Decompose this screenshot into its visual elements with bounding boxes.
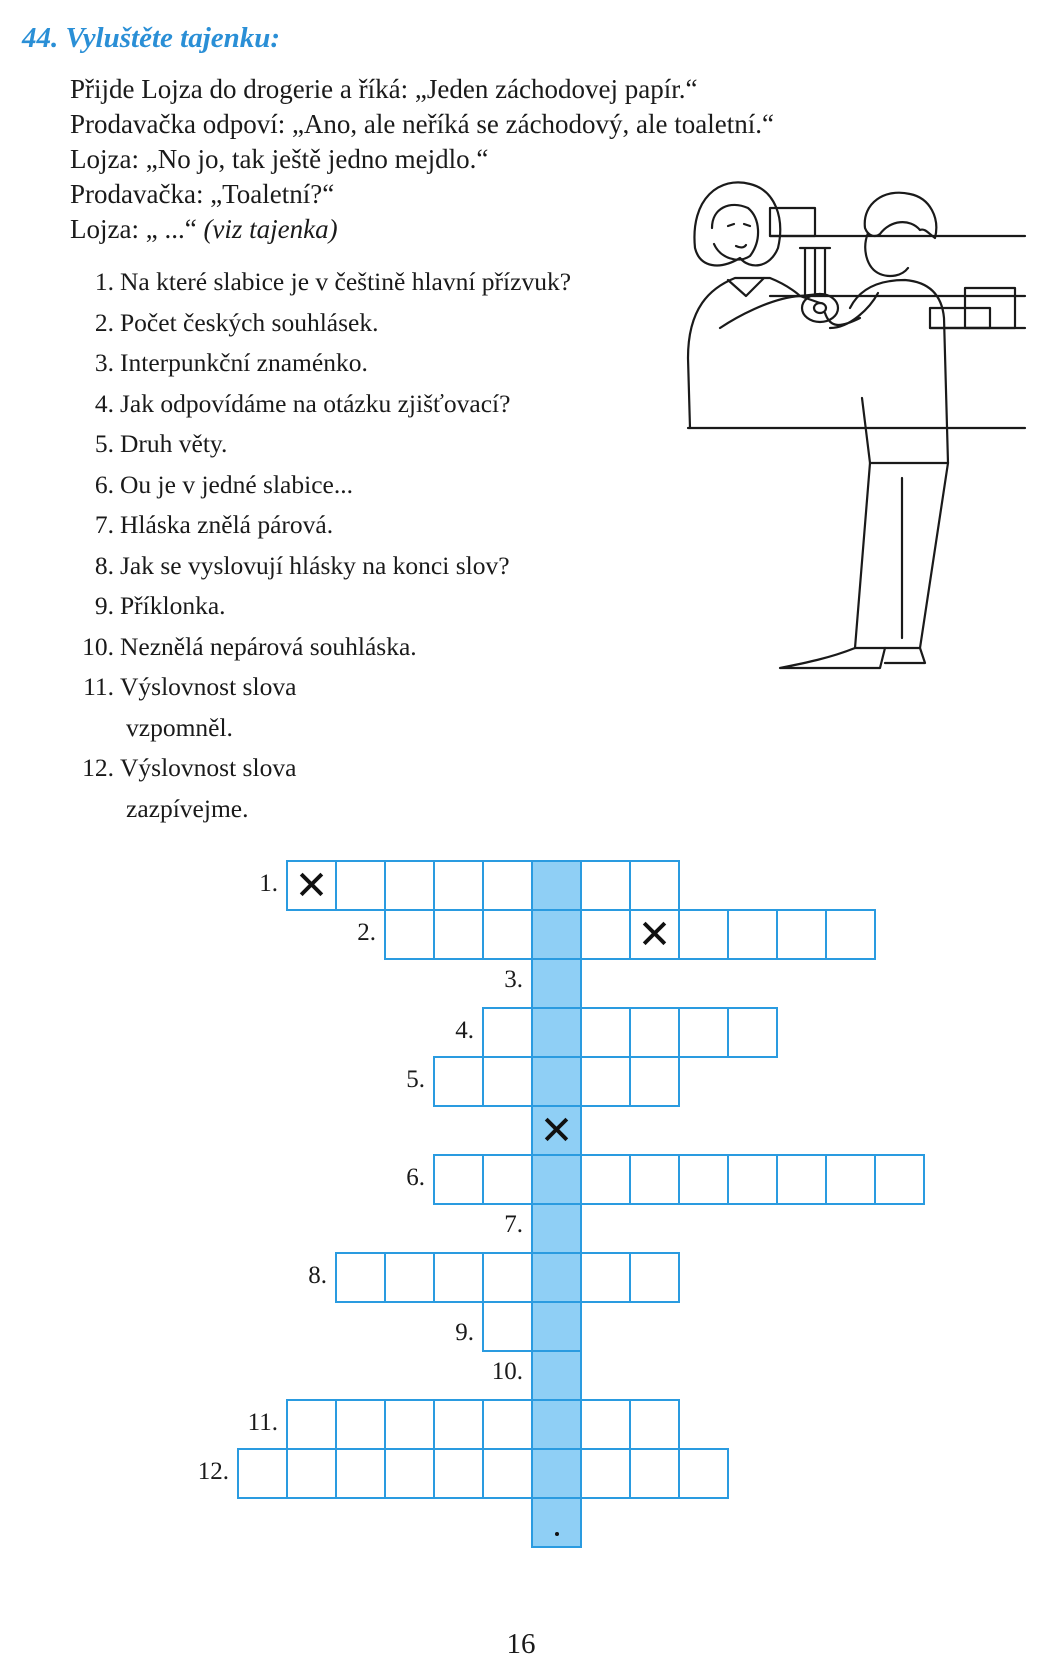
question-number: 7. (94, 510, 114, 539)
dialog-text (70, 72, 774, 247)
crossword-cell[interactable] (482, 1301, 533, 1352)
crossword-row-number: 12. (197, 1458, 229, 1485)
crossword-cell[interactable] (433, 1056, 484, 1107)
question-text: Příklonka. (120, 591, 226, 620)
dialog-last-prefix: Lojza: „ ...“ (70, 214, 204, 244)
crossword-cell[interactable] (776, 909, 827, 960)
crossword-cell[interactable] (433, 1399, 484, 1450)
crossword-row-number: 2. (357, 919, 376, 946)
crossword-row-number: 3. (504, 966, 523, 993)
question-list (66, 262, 571, 829)
question-text: Jak odpovídáme na otázku zjišťovací? (120, 388, 511, 418)
question-number: 4. (94, 388, 114, 418)
question-text: Počet českých souhlásek. (120, 307, 379, 337)
question-text: Neznělá nepárová souhláska. (120, 631, 417, 661)
crossword-cell-blocked (531, 1105, 582, 1156)
crossword-cell[interactable] (482, 1007, 533, 1058)
crossword-cell[interactable] (678, 909, 729, 960)
boy-shoe-icon (780, 648, 925, 668)
crossword-cell[interactable] (580, 1154, 631, 1205)
toilet-roll-hole (814, 303, 826, 313)
woman-body (688, 278, 800, 428)
crossword-cell[interactable] (482, 1252, 533, 1303)
question-item (66, 505, 571, 546)
toilet-roll-icon (802, 294, 838, 322)
question-item (66, 465, 571, 506)
question-text: Jak se vyslovují hlásky na konci slov? (120, 550, 510, 580)
crossword-cell[interactable] (433, 860, 484, 911)
crossword-cell[interactable] (580, 909, 631, 960)
shelf-box-icon (930, 308, 990, 328)
question-number: 10. (82, 631, 114, 661)
question-item (66, 586, 571, 627)
question-number: 3. (94, 348, 114, 377)
question-number: 6. (94, 469, 114, 499)
question-number: 9. (94, 591, 114, 620)
woman-collar (728, 278, 764, 296)
question-item (66, 262, 571, 303)
crossword-key-cell[interactable] (531, 958, 582, 1009)
woman-eyes (728, 224, 750, 226)
crossword-cell-blocked (629, 909, 680, 960)
crossword-key-cell[interactable] (531, 1154, 582, 1205)
crossword-row-number: 9. (455, 1319, 474, 1346)
crossword-cell[interactable] (727, 1154, 778, 1205)
crossword-cell[interactable] (433, 1448, 484, 1499)
question-text: Ou je v jedné slabice... (120, 469, 353, 499)
crossword-cell[interactable] (629, 1056, 680, 1107)
question-number: 12. (82, 753, 114, 782)
woman-mouth (736, 245, 746, 247)
crossword-cell[interactable] (825, 909, 876, 960)
crossword-cell[interactable] (629, 860, 680, 911)
question-item (66, 748, 571, 829)
question-item (66, 667, 571, 748)
question-text-continued: zazpívejme. (126, 793, 249, 823)
crossword-key-cell[interactable] (531, 1301, 582, 1352)
crossword-cell[interactable] (335, 1399, 386, 1450)
question-number: 8. (94, 550, 114, 580)
crossword-key-cell[interactable] (531, 1350, 582, 1401)
shop-illustration (680, 178, 1030, 738)
crossword-key-cell[interactable] (531, 1203, 582, 1254)
question-item (66, 424, 571, 465)
crossword-cell[interactable] (727, 1007, 778, 1058)
crossword-cell[interactable] (678, 1007, 729, 1058)
question-number: 11. (83, 672, 114, 701)
crossword-cell[interactable] (335, 1252, 386, 1303)
dialog-line: Lojza: „No jo, tak ještě jedno mejdlo.“ (70, 144, 489, 174)
question-text: Druh věty. (120, 429, 228, 458)
crossword-cell[interactable] (629, 1399, 680, 1450)
crossword-cell[interactable] (384, 860, 435, 911)
crossword-cell[interactable] (580, 1399, 631, 1450)
crossword-cell[interactable] (335, 1448, 386, 1499)
crossword-cell[interactable] (433, 1252, 484, 1303)
question-item (66, 384, 571, 425)
crossword-key-cell[interactable] (531, 909, 582, 960)
boy-legs (855, 463, 948, 648)
crossword-cell[interactable] (629, 1154, 680, 1205)
crossword-key-cell[interactable] (531, 1252, 582, 1303)
crossword-row-number: 8. (308, 1262, 327, 1289)
crossword-cell[interactable] (629, 1007, 680, 1058)
crossword-cell[interactable] (482, 1399, 533, 1450)
crossword-row-number: 6. (406, 1164, 425, 1191)
crossword-row-number: 10. (491, 1358, 523, 1385)
crossword-cell[interactable] (286, 1399, 337, 1450)
question-number: 5. (94, 429, 114, 458)
question-item (66, 343, 571, 384)
exercise-title: 44. Vyluštěte tajenku: (22, 22, 281, 54)
crossword-cell[interactable] (482, 1448, 533, 1499)
crossword-cell[interactable] (580, 1056, 631, 1107)
crossword-cell[interactable] (482, 1154, 533, 1205)
crossword-row-number: 1. (259, 870, 278, 897)
crossword-cell[interactable] (678, 1448, 729, 1499)
crossword-row-number: 5. (406, 1066, 425, 1093)
dialog-last-hint: (viz tajenka) (203, 214, 338, 244)
question-number: 1. (94, 267, 114, 296)
crossword-cell[interactable] (335, 860, 386, 911)
crossword-key-cell[interactable] (531, 1399, 582, 1450)
crossword-key-cell[interactable] (531, 1497, 582, 1548)
shelf-lines (770, 236, 1025, 328)
dialog-line: Prodavačka odpoví: „Ano, ale neříká se záchodový, ale toaletní.“ (70, 109, 774, 139)
question-text: Hláska znělá párová. (120, 510, 334, 539)
dialog-line-last (70, 212, 774, 247)
shelf-bottle-icon (800, 248, 830, 296)
question-text: Výslovnost slova (120, 672, 297, 701)
woman-face (712, 205, 758, 260)
crossword-cell[interactable] (825, 1154, 876, 1205)
crossword-cell[interactable] (286, 1448, 337, 1499)
crossword-cell[interactable] (482, 1056, 533, 1107)
crossword-cell[interactable] (384, 909, 435, 960)
question-text: Na které slabice je v češtině hlavní přízvuk? (120, 267, 572, 296)
page-number: 16 (506, 1628, 536, 1660)
question-text: Interpunkční znaménko. (120, 348, 368, 377)
dialog-line: Přijde Lojza do drogerie a říká: „Jeden záchodovej papír.“ (70, 74, 698, 104)
question-number: 2. (94, 307, 114, 337)
crossword-cell[interactable] (776, 1154, 827, 1205)
crossword-cell[interactable] (237, 1448, 288, 1499)
crossword-cell[interactable] (678, 1154, 729, 1205)
question-item (66, 627, 571, 668)
crossword-row-number: 11. (247, 1409, 278, 1436)
crossword-row-number: 7. (504, 1211, 523, 1238)
woman-hair (694, 182, 780, 265)
crossword-cell[interactable] (384, 1448, 435, 1499)
question-text-continued: vzpomněl. (126, 712, 233, 742)
crossword-cell[interactable] (629, 1448, 680, 1499)
crossword-cell[interactable] (727, 909, 778, 960)
crossword-cell[interactable] (580, 860, 631, 911)
crossword-cell[interactable] (580, 1252, 631, 1303)
crossword-cell[interactable] (384, 1252, 435, 1303)
crossword-cell[interactable] (580, 1007, 631, 1058)
crossword-key-cell[interactable] (531, 860, 582, 911)
crossword-key-cell[interactable] (531, 1448, 582, 1499)
crossword-cell[interactable] (433, 909, 484, 960)
crossword-cell[interactable] (482, 860, 533, 911)
question-item (66, 546, 571, 587)
crossword-cell[interactable] (433, 1154, 484, 1205)
crossword-cell[interactable] (482, 909, 533, 960)
dialog-line: Prodavačka: „Toaletní?“ (70, 179, 335, 209)
crossword-key-cell[interactable] (531, 1007, 582, 1058)
question-text: Výslovnost slova (120, 753, 297, 782)
crossword-cell[interactable] (580, 1448, 631, 1499)
question-item (66, 303, 571, 344)
boy-hair (865, 193, 937, 238)
crossword-row-number: 4. (455, 1017, 474, 1044)
crossword-cell[interactable] (384, 1399, 435, 1450)
crossword-key-cell[interactable] (531, 1056, 582, 1107)
crossword-cell-blocked (286, 860, 337, 911)
crossword-cell[interactable] (629, 1252, 680, 1303)
boy-face (865, 233, 908, 276)
crossword-cell[interactable] (874, 1154, 925, 1205)
